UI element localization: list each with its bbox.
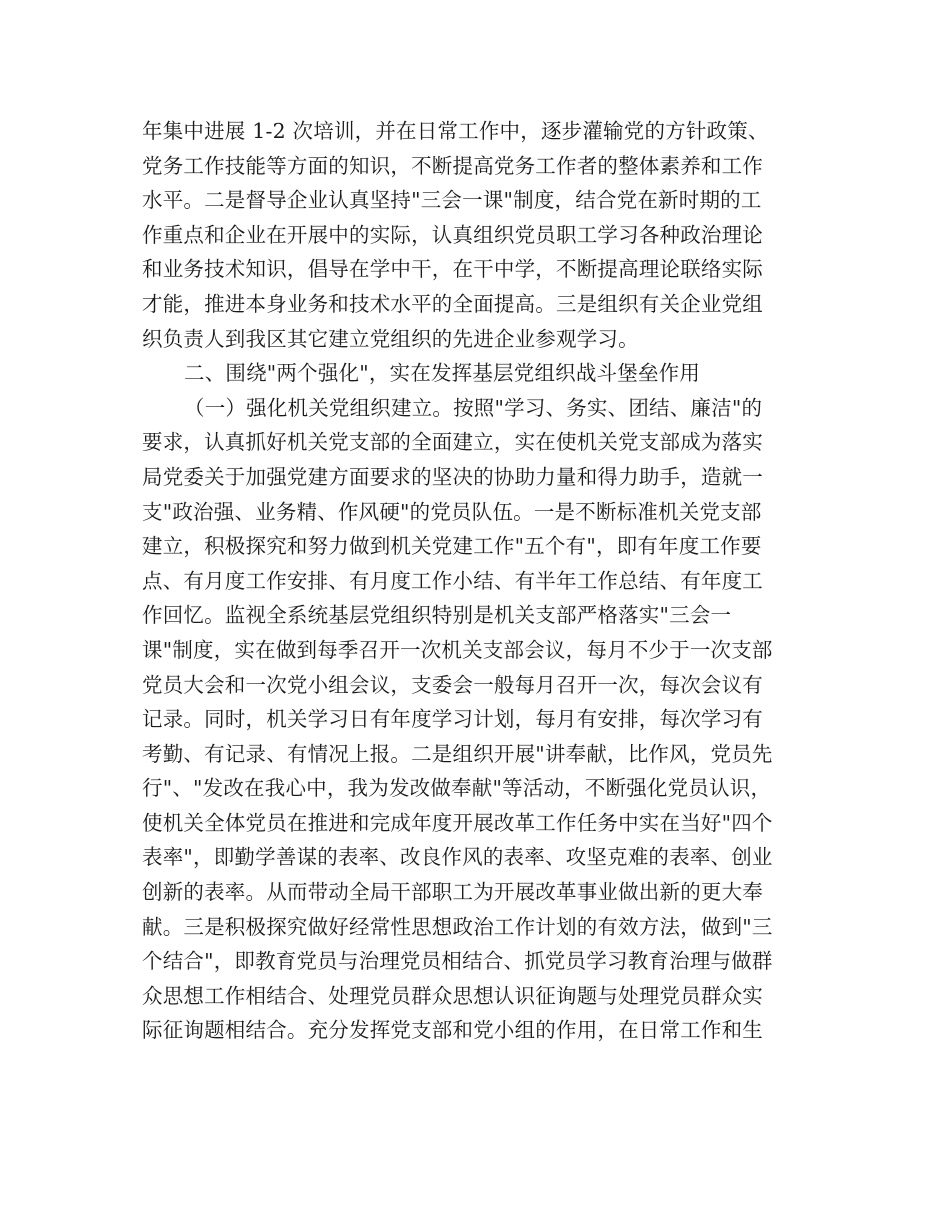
text-line: 表率"，即勤学善谋的表率、改良作风的表率、攻坚克难的表率、创业 bbox=[142, 845, 773, 870]
text-line: 支"政治强、业务精、作风硬"的党员队伍。一是不断标准机关党支部 bbox=[142, 499, 762, 524]
text-line: 众思想工作相结合、处理党员群众思想认识征询题与处理党员群众实 bbox=[142, 983, 763, 1008]
text-line: 和业务技术知识，倡导在学中干，在干中学，不断提高理论联络实际 bbox=[142, 257, 763, 282]
text-line: 党员大会和一次党小组会议，支委会一般每月召开一次，每次会议有 bbox=[142, 672, 763, 697]
body-text bbox=[142, 114, 822, 1048]
text-line: 记录。同时，机关学习日有年度学习计划，每月有安排，每次学习有 bbox=[142, 707, 763, 732]
text-line: 建立，积极探究和努力做到机关党建工作"五个有"，即有年度工作要 bbox=[142, 534, 762, 559]
text-line: 才能，推进本身业务和技术水平的全面提高。三是组织有关企业党组 bbox=[142, 291, 763, 316]
text-line: 局党委关于加强党建方面要求的坚决的协助力量和得力助手，造就一 bbox=[142, 464, 763, 489]
text-line: 作回忆。监视全系统基层党组织特别是机关支部严格落实"三会一 bbox=[142, 603, 732, 628]
text-line: 际征询题相结合。充分发挥党支部和党小组的作用，在日常工作和生 bbox=[142, 1018, 763, 1043]
subsection-heading-line: （一）强化机关党组织建立。按照"学习、务实、团结、廉洁"的 bbox=[184, 395, 763, 420]
text-line: 年集中进展 1-2 次培训，并在日常工作中，逐步灌输党的方针政策、 bbox=[142, 119, 769, 143]
text-line: 献。三是积极探究做好经常性思想政治工作计划的有效方法，做到"三 bbox=[142, 914, 773, 939]
text-line: 织负责人到我区其它建立党组织的先进企业参观学习。 bbox=[142, 326, 639, 351]
text-line: 个结合"，即教育党员与治理党员相结合、抓党员学习教育治理与做群 bbox=[142, 949, 773, 974]
section-heading: 二、围绕"两个强化"，实在发挥基层党组织战斗堡垒作用 bbox=[184, 361, 701, 386]
text-line: 课"制度，实在做到每季召开一次机关支部会议，每月不少于一次支部 bbox=[142, 637, 773, 662]
text-line: 使机关全体党员在推进和完成年度开展改革工作任务中实在当好"四个 bbox=[142, 810, 773, 835]
text-line: 行"、"发改在我心中，我为发改做奉献"等活动，不断强化党员认识， bbox=[142, 776, 772, 801]
text-line: 水平。二是督导企业认真坚持"三会一课"制度，结合党在新时期的工 bbox=[142, 188, 762, 213]
text-line: 党务工作技能等方面的知识，不断提高党务工作者的整体素养和工作 bbox=[142, 153, 763, 178]
text-line: 要求，认真抓好机关党支部的全面建立，实在使机关党支部成为落实 bbox=[142, 430, 763, 455]
text-line: 考勤、有记录、有情况上报。二是组织开展"讲奉献，比作风，党员先 bbox=[142, 741, 773, 766]
text-line: 作重点和企业在开展中的实际，认真组织党员职工学习各种政治理论 bbox=[142, 222, 763, 247]
text-line: 创新的表率。从而带动全局干部职工为开展改革事业做出新的更大奉 bbox=[142, 880, 763, 905]
text-line: 点、有月度工作安排、有月度工作小结、有半年工作总结、有年度工 bbox=[142, 568, 763, 593]
